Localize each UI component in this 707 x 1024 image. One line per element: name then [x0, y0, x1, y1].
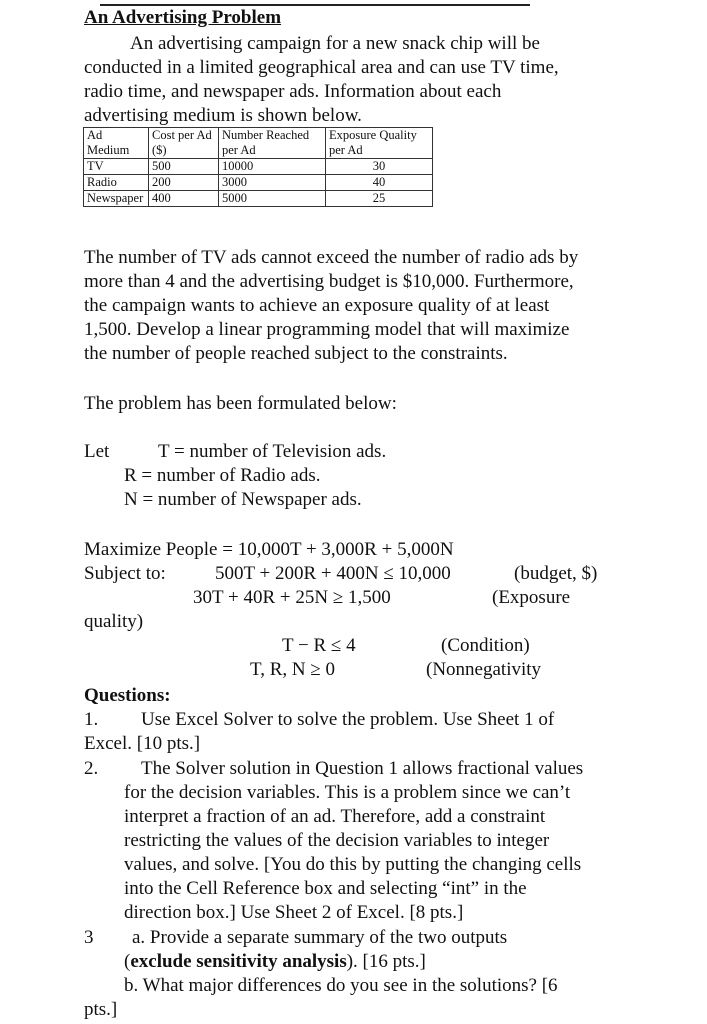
problem-line-4: 1,500. Develop a linear programming model that will maximize: [84, 319, 570, 340]
problem-line-2: more than 4 and the advertising budget is $10,000. Furthermore,: [84, 271, 574, 292]
table-row: [84, 175, 433, 191]
nonnegativity-label: (Nonnegativity: [426, 659, 542, 680]
table-cell: 10000: [219, 159, 326, 175]
exposure-constraint: 30T + 40R + 25N ≥ 1,500: [193, 587, 391, 608]
top-rule: [100, 0, 530, 6]
table-cell: 25: [326, 191, 433, 207]
problem-line-5: the number of people reached subject to the constraints.: [84, 343, 508, 364]
question-3-number: 3: [84, 927, 94, 948]
media-table: [83, 127, 433, 207]
question-2-number: 2.: [84, 758, 99, 779]
variable-t: T = number of Television ads.: [158, 441, 387, 462]
table-cell: 500: [149, 159, 219, 175]
question-3b-line-1: b. What major differences do you see in the solutions? [6: [124, 975, 558, 996]
table-cell: TV: [84, 159, 149, 175]
question-2-line-7: direction box.] Use Sheet 2 of Excel. [8 pts.]: [124, 902, 464, 923]
let-label: Let: [84, 441, 110, 462]
intro-line-3: radio time, and newspaper ads. Information about each: [84, 81, 502, 102]
question-2-line-1: The Solver solution in Question 1 allows fractional values: [141, 758, 584, 779]
variable-r: R = number of Radio ads.: [124, 465, 321, 486]
question-1-line-2: Excel. [10 pts.]: [84, 733, 201, 754]
intro-line-4: advertising medium is shown below.: [84, 105, 362, 126]
question-2-line-4: restricting the values of the decision variables to integer: [124, 830, 550, 851]
table-cell: Newspaper: [84, 191, 149, 207]
condition-label: (Condition): [441, 635, 530, 656]
condition-constraint: T − R ≤ 4: [282, 635, 356, 656]
table-row: [84, 191, 433, 207]
problem-line-1: The number of TV ads cannot exceed the number of radio ads by: [84, 247, 579, 268]
question-3a-line-2: (exclude sensitivity analysis). [16 pts.]: [124, 951, 426, 972]
question-2-line-5: values, and solve. [You do this by putting the changing cells: [124, 854, 582, 875]
question-1-number: 1.: [84, 709, 99, 730]
table-cell: 200: [149, 175, 219, 191]
question-1-line-1: Use Excel Solver to solve the problem. Use Sheet 1 of: [141, 709, 555, 730]
subject-to-label: Subject to:: [84, 563, 166, 584]
table-cell: 5000: [219, 191, 326, 207]
table-cell: 40: [326, 175, 433, 191]
budget-constraint: 500T + 200R + 400N ≤ 10,000: [215, 563, 451, 584]
header-cell: Ad Medium: [84, 128, 149, 159]
header-cell: Exposure Quality per Ad: [326, 128, 433, 159]
header-cell: Number Reached per Ad: [219, 128, 326, 159]
question-2-line-6: into the Cell Reference box and selecting “int” in the: [124, 878, 527, 899]
nonnegativity-constraint: T, R, N ≥ 0: [250, 659, 336, 680]
intro-line-2: conducted in a limited geographical area and can use TV time,: [84, 57, 559, 78]
exposure-label: (Exposure: [492, 587, 571, 608]
header-cell: Cost per Ad ($): [149, 128, 219, 159]
table-cell: Radio: [84, 175, 149, 191]
page-title: An Advertising Problem: [84, 7, 282, 28]
question-3a-line-1: a. Provide a separate summary of the two outputs: [132, 927, 508, 948]
intro-line-1: An advertising campaign for a new snack chip will be: [130, 33, 540, 54]
table-row: [84, 159, 433, 175]
formulated-note: The problem has been formulated below:: [84, 393, 397, 414]
question-3b-line-2: pts.]: [84, 999, 118, 1020]
variable-n: N = number of Newspaper ads.: [124, 489, 362, 510]
table-cell: 30: [326, 159, 433, 175]
emphasis-text: exclude sensitivity analysis: [130, 951, 347, 972]
budget-label: (budget, $): [514, 563, 598, 584]
exposure-label-wrap: quality): [84, 611, 144, 632]
table-header-row: [84, 128, 433, 159]
questions-heading: Questions:: [84, 685, 171, 706]
objective-function: Maximize People = 10,000T + 3,000R + 5,000N: [84, 539, 454, 560]
question-2-line-2: for the decision variables. This is a problem since we can’t: [124, 782, 571, 803]
question-2-line-3: interpret a fraction of an ad. Therefore, add a constraint: [124, 806, 546, 827]
table-cell: 400: [149, 191, 219, 207]
problem-line-3: the campaign wants to achieve an exposure quality of at least: [84, 295, 550, 316]
table-cell: 3000: [219, 175, 326, 191]
